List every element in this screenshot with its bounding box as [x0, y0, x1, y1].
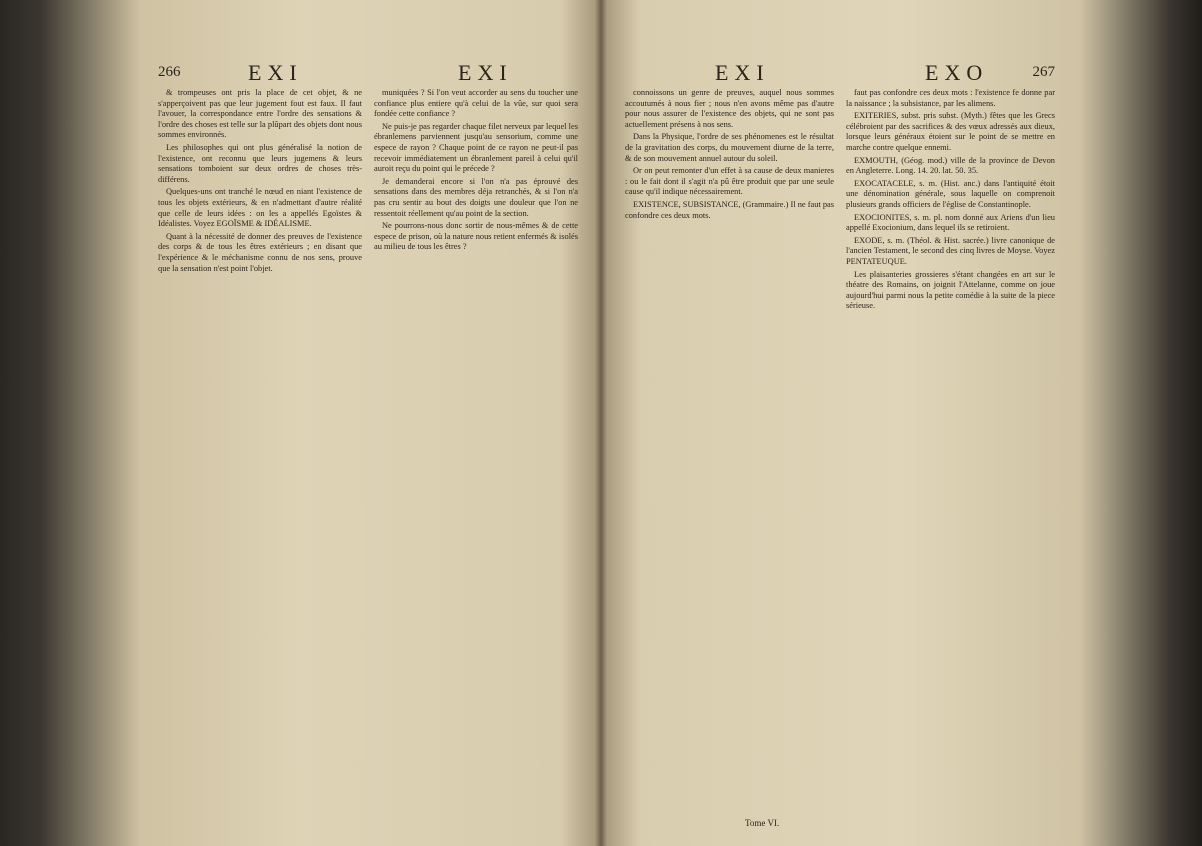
text-paragraph: EXISTENCE, SUBSISTANCE, (Grammaire.) Il ne faut pas confondre ces deux mots.: [625, 199, 834, 220]
text-paragraph: EXMOUTH, (Géog. mod.) ville de la province de Devon en Angleterre. Long. 14. 20. lat. 50. 35.: [846, 155, 1055, 176]
right-column-1: [625, 88, 834, 314]
text-paragraph: Quelques-uns ont tranché le nœud en niant l'existence de tous les objets extérieurs, & en n'admettant d'autre réalité que celle de leurs idées : on les a appellés Egoïstes & Idéalistes. Voyez EGOÏSME & IDÉALISME.: [158, 187, 362, 229]
left-page-number: 266: [158, 64, 181, 80]
right-head-word-1: EXI: [715, 60, 770, 85]
left-column-2: [374, 88, 578, 276]
text-paragraph: Les philosophes qui ont plus généralisé la notion de l'existence, ont reconnu que leurs jugemens & leurs sensations tomboient sur deux ordres de choses très-différens.: [158, 142, 362, 184]
text-paragraph: EXODE, s. m. (Théol. & Hist. sacrée.) livre canonique de l'ancien Testament, le second des cinq livres de Moyse. Voyez PENTATEUQUE.: [846, 235, 1055, 266]
text-paragraph: connoissons un genre de preuves, auquel nous sommes accoutumés à nous fier ; nous n'en avons même pas d'autre pour nous assurer de l'existence des objets, qui ne sont pas actuellement présens à nos sens.: [625, 88, 834, 129]
text-paragraph: Dans la Physique, l'ordre de ses phénomenes est le résultat de la gravitation des corps, du mouvement diurne de la terre, & de son mouvement annuel autour du soleil.: [625, 132, 834, 163]
text-paragraph: EXOCATACELE, s. m. (Hist. anc.) dans l'antiquité étoit une dénomination générale, sous laquelle on comprenoit plusieurs grands officiers de l'église de Constantinople.: [846, 178, 1055, 209]
text-paragraph: Or on peut remonter d'un effet à sa cause de deux manieres : ou le fait dont il s'agit n'a pû être produit que par une seule cause qu'il indique nécessairement.: [625, 166, 834, 197]
left-head-word-1: EXI: [248, 60, 303, 85]
left-column-1: [158, 88, 362, 276]
text-paragraph: Je demanderai encore si l'on n'a pas éprouvé des sensations dans des membres déja retranchés, & si l'on n'a pas cru sentir au bout des doigts une douleur que l'on ne ressentoit réellement qu'au point de la section.: [374, 176, 578, 218]
right-page: [625, 60, 1055, 830]
text-paragraph: Ne pourrons-nous donc sortir de nous-mêmes & de cette espece de prison, où la nature nous retient enfermés & isolés au milieu de tous les êtres ?: [374, 221, 578, 252]
right-page-number: 267: [1032, 64, 1055, 80]
right-column-2: [846, 88, 1055, 314]
left-running-head: [158, 60, 578, 88]
left-head-word-2: EXI: [458, 60, 513, 85]
left-page: [158, 60, 578, 830]
text-paragraph: faut pas confondre ces deux mots : l'existence fe donne par la naissance ; la subsistance, par les alimens.: [846, 88, 1055, 108]
right-head-word-2: EXO: [925, 60, 989, 85]
text-paragraph: EXITERIES, subst. pris subst. (Myth.) fêtes que les Grecs célébroient par des sacrifices & des vœux adressés aux dieux, lorsque leurs généraux étoient sur le point de se mettre en marche contre quelque ennemi.: [846, 111, 1055, 152]
text-paragraph: EXOCIONITES, s. m. pl. nom donné aux Ariens d'un lieu appellé Exocionium, dans lequel ils se retiroient.: [846, 212, 1055, 233]
right-running-head: [625, 60, 1055, 88]
text-paragraph: Quant à la nécessité de donner des preuves de l'existence des corps & de tous les êtres extérieurs ; en disant que l'expérience & le méchanisme connu de nos sens, prouve que la sensation n'est point l'objet.: [158, 231, 362, 273]
right-footer: Tome VI.: [745, 818, 780, 828]
text-paragraph: Ne puis-je pas regarder chaque filet nerveux par lequel les ébranlemens parviennent jusqu'au sensorium, comme une espece de rayon ? Chaque point de ce rayon ne peut-il pas recevoir immédiatement un ébranlement pareil à celui qu'il auroit reçu du point qui le précede ?: [374, 121, 578, 174]
text-paragraph: & trompeuses ont pris la place de cet objet, & ne s'apperçoivent pas que leur jugement fout est faux. Il faut l'avouer, la correspondance entre l'ordre des sensations & l'ordre des choses est telle sur la plûpart des objets dont nous sommes environnés.: [158, 88, 362, 140]
text-paragraph: muniquées ? Si l'on veut accorder au sens du toucher une confiance plus entiere qu'à celui de la vûe, sur quoi sera fondée cette confiance ?: [374, 88, 578, 119]
text-paragraph: Les plaisanteries grossieres s'étant changées en art sur le théatre des Romains, on joignit l'Attelanne, comme on joue aujourd'hui parmi nous la petite comédie à la suite de la piece sérieuse.: [846, 269, 1055, 311]
